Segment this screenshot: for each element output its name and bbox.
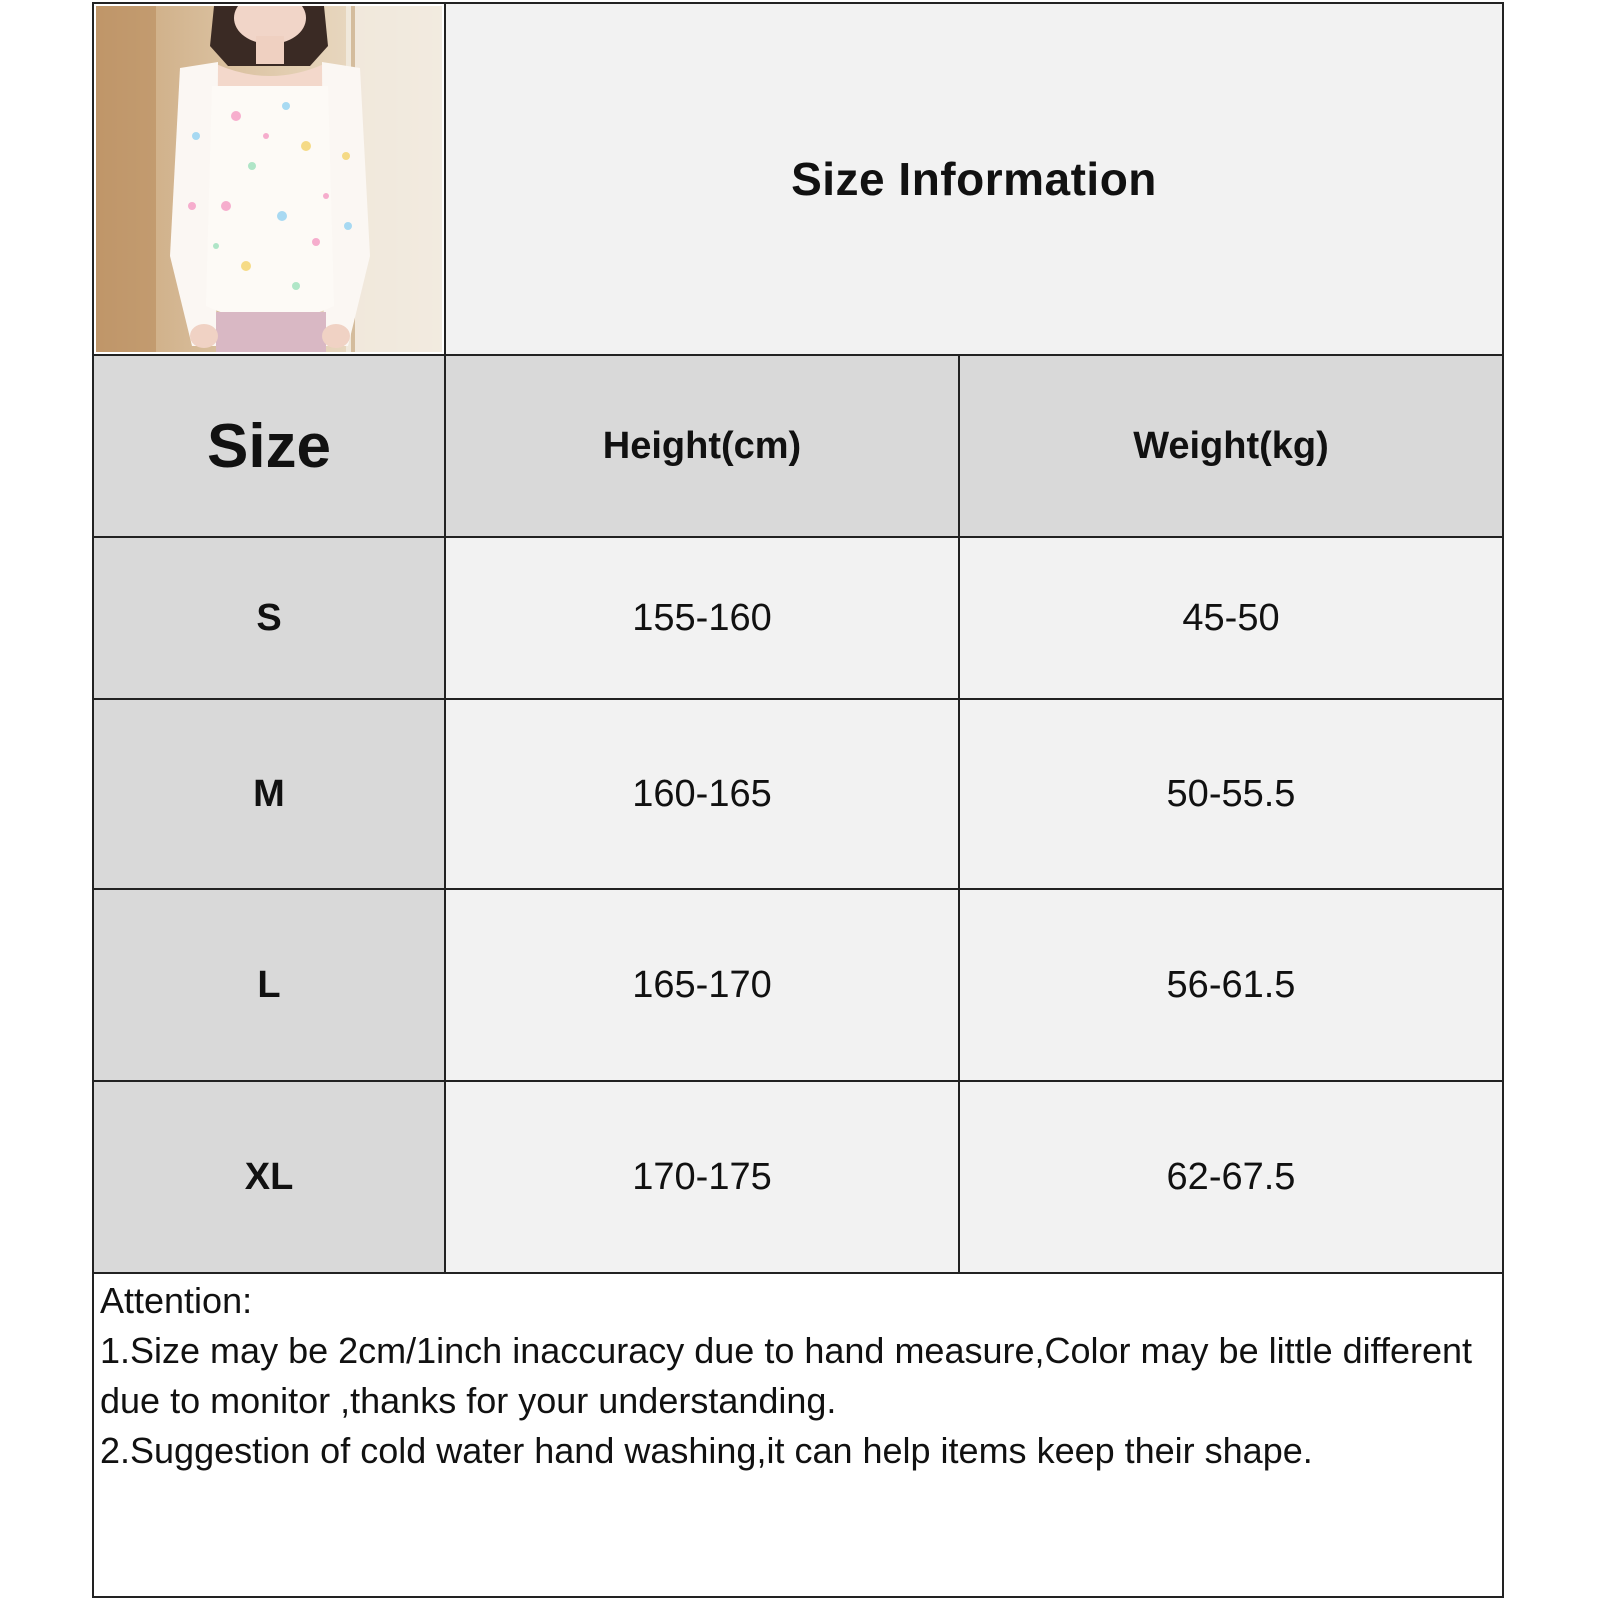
attention-note-2: 2.Suggestion of cold water hand washing,it can help items keep their shape. bbox=[100, 1430, 1313, 1471]
header-height-cell bbox=[446, 356, 958, 536]
grid-line bbox=[94, 536, 1502, 538]
size-label: S bbox=[256, 596, 282, 639]
size-label: XL bbox=[244, 1155, 294, 1198]
height-value: 170-175 bbox=[632, 1155, 772, 1198]
table-row-height-cell bbox=[446, 538, 958, 698]
weight-value: 62-67.5 bbox=[1166, 1155, 1296, 1198]
grid-line bbox=[94, 1080, 1502, 1082]
page-title: Size Information bbox=[791, 153, 1157, 205]
size-label: L bbox=[257, 963, 281, 1006]
height-value: 165-170 bbox=[632, 963, 772, 1006]
header-weight-cell bbox=[960, 356, 1502, 536]
table-row-weight-cell bbox=[960, 1082, 1502, 1272]
title-cell bbox=[446, 4, 1502, 354]
product-photo bbox=[96, 6, 442, 352]
grid-line bbox=[94, 1272, 1502, 1274]
attention-note-1: 1.Size may be 2cm/1inch inaccuracy due to hand measure,Color may be little different due to monitor ,thanks for your understanding. bbox=[100, 1330, 1473, 1421]
table-row-weight-cell bbox=[960, 700, 1502, 888]
table-row-size-cell bbox=[94, 700, 444, 888]
grid-line bbox=[444, 4, 446, 1274]
table-row-size-cell bbox=[94, 1082, 444, 1272]
weight-value: 45-50 bbox=[1182, 596, 1280, 639]
grid-line bbox=[94, 354, 1502, 356]
table-row-weight-cell bbox=[960, 890, 1502, 1080]
header-size-label: Size bbox=[206, 411, 332, 481]
header-size-cell bbox=[94, 356, 444, 536]
grid-line bbox=[958, 354, 960, 1274]
grid-line bbox=[94, 698, 1502, 700]
table-row-height-cell bbox=[446, 700, 958, 888]
grid-line bbox=[94, 888, 1502, 890]
header-weight-label: Weight(kg) bbox=[1133, 424, 1329, 467]
height-value: 160-165 bbox=[632, 772, 772, 815]
size-label: M bbox=[253, 772, 285, 815]
size-chart bbox=[92, 2, 1504, 1598]
attention-notes bbox=[100, 1276, 1490, 1476]
header-height-label: Height(cm) bbox=[602, 424, 802, 467]
height-value: 155-160 bbox=[632, 596, 772, 639]
weight-value: 50-55.5 bbox=[1166, 772, 1296, 815]
table-row-size-cell bbox=[94, 890, 444, 1080]
product-photo-icon bbox=[96, 6, 442, 352]
table-row-height-cell bbox=[446, 890, 958, 1080]
weight-value: 56-61.5 bbox=[1166, 963, 1296, 1006]
table-row-height-cell bbox=[446, 1082, 958, 1272]
table-row-size-cell bbox=[94, 538, 444, 698]
table-row-weight-cell bbox=[960, 538, 1502, 698]
attention-heading: Attention: bbox=[100, 1280, 253, 1321]
